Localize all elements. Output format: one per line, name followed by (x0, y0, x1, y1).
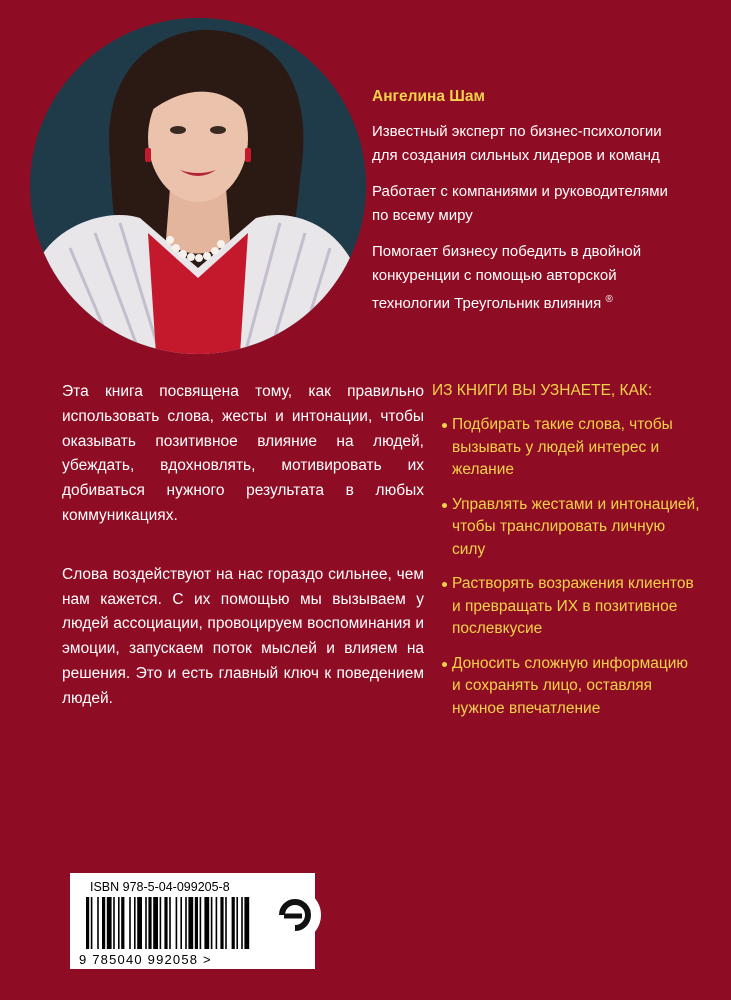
barcode-bar (107, 897, 112, 949)
barcode-bar (129, 897, 131, 949)
barcode-bar (180, 897, 182, 949)
learn-item (430, 494, 700, 562)
barcode-bar (232, 897, 235, 949)
trademark-symbol: ® (605, 294, 613, 305)
author-info (372, 88, 672, 328)
barcode-bar (216, 897, 218, 949)
author-name: Ангелина Шам (372, 88, 485, 105)
barcode-bar (91, 897, 93, 949)
author-bio-2: Работает с компаниями и руководителями по всему миру (372, 183, 668, 224)
description-paragraph-2: Слова воздействуют на нас гораздо сильнее, чем нам кажется. С их помощью мы вызываем у людей ассоциации, провоцируем воспоминания и эмоции, запускаем поток мыслей и влияем на решения. Это и есть главный ключ к поведением людей. (62, 565, 424, 707)
bullet-icon (442, 582, 447, 587)
barcode-bar (225, 897, 227, 949)
barcode-bar (102, 897, 105, 949)
learn-item-text: Подбирать такие слова, чтобы вызывать у людей интерес и желание (452, 416, 673, 478)
barcode-bar (113, 897, 115, 949)
barcode-bar (211, 897, 213, 949)
learn-list (430, 380, 700, 732)
barcode-bar (220, 897, 223, 949)
barcode-bar (169, 897, 171, 949)
author-bio-3-text: Помогает бизнесу победить в двойной конкуренции с помощью авторской технологии Треугольник влияния (372, 243, 642, 312)
learn-item (430, 573, 700, 641)
book-description (62, 380, 424, 746)
barcode-bar (204, 897, 209, 949)
author-bio-3 (372, 240, 672, 316)
barcode-bar (241, 897, 243, 949)
barcode-bar (134, 897, 136, 949)
barcode-bar (160, 897, 162, 949)
bullet-icon (442, 423, 447, 428)
barcode-bar (148, 897, 151, 949)
learn-item-text: Доносить сложную информацию и сохранять лицо, оставляя нужное впечатление (452, 654, 689, 717)
learn-item-text: Управлять жестами и интонацией, чтобы транслировать личную силу (452, 495, 700, 558)
author-bio-1: Известный эксперт по бизнес-психологии для создания сильных лидеров и команд (372, 123, 662, 164)
barcode-bar (195, 897, 198, 949)
learn-item-text: Растворять возражения клиентов и превращать ИХ в позитивное послевкусие (452, 575, 694, 637)
isbn-text: ISBN 978-5-04-099205-8 (90, 880, 230, 894)
barcode-bar (145, 897, 147, 949)
author-photo (30, 18, 366, 354)
learn-item (430, 653, 700, 721)
bullet-icon (442, 662, 447, 667)
barcode-bar (86, 897, 89, 949)
barcode-bar (185, 897, 187, 949)
barcode-bar (176, 897, 178, 949)
learn-item (430, 414, 700, 482)
barcode-bar (97, 897, 99, 949)
bullet-icon (442, 503, 447, 508)
barcode-bar (153, 897, 158, 949)
barcode-digits: 9 785040 992058 > (79, 952, 212, 967)
barcode-bar (200, 897, 202, 949)
eksmo-logo-icon (268, 888, 322, 942)
barcode-bar (236, 897, 238, 949)
barcode-bar (164, 897, 167, 949)
description-paragraph-1: Эта книга посвящена тому, как правильно использовать слова, жесты и интонации, чтобы оказывать позитивное влияние на людей, убеждать, вдохновлять, мотивировать их добиваться нужного результата в любых коммуникациях. (62, 383, 424, 524)
barcode-bar (188, 897, 193, 949)
barcode-bar (121, 897, 124, 949)
barcode-bar (118, 897, 120, 949)
learn-heading: ИЗ КНИГИ ВЫ УЗНАЕТЕ, КАК: (432, 382, 653, 399)
barcode-bar (244, 897, 249, 949)
barcode-bar (137, 897, 142, 949)
